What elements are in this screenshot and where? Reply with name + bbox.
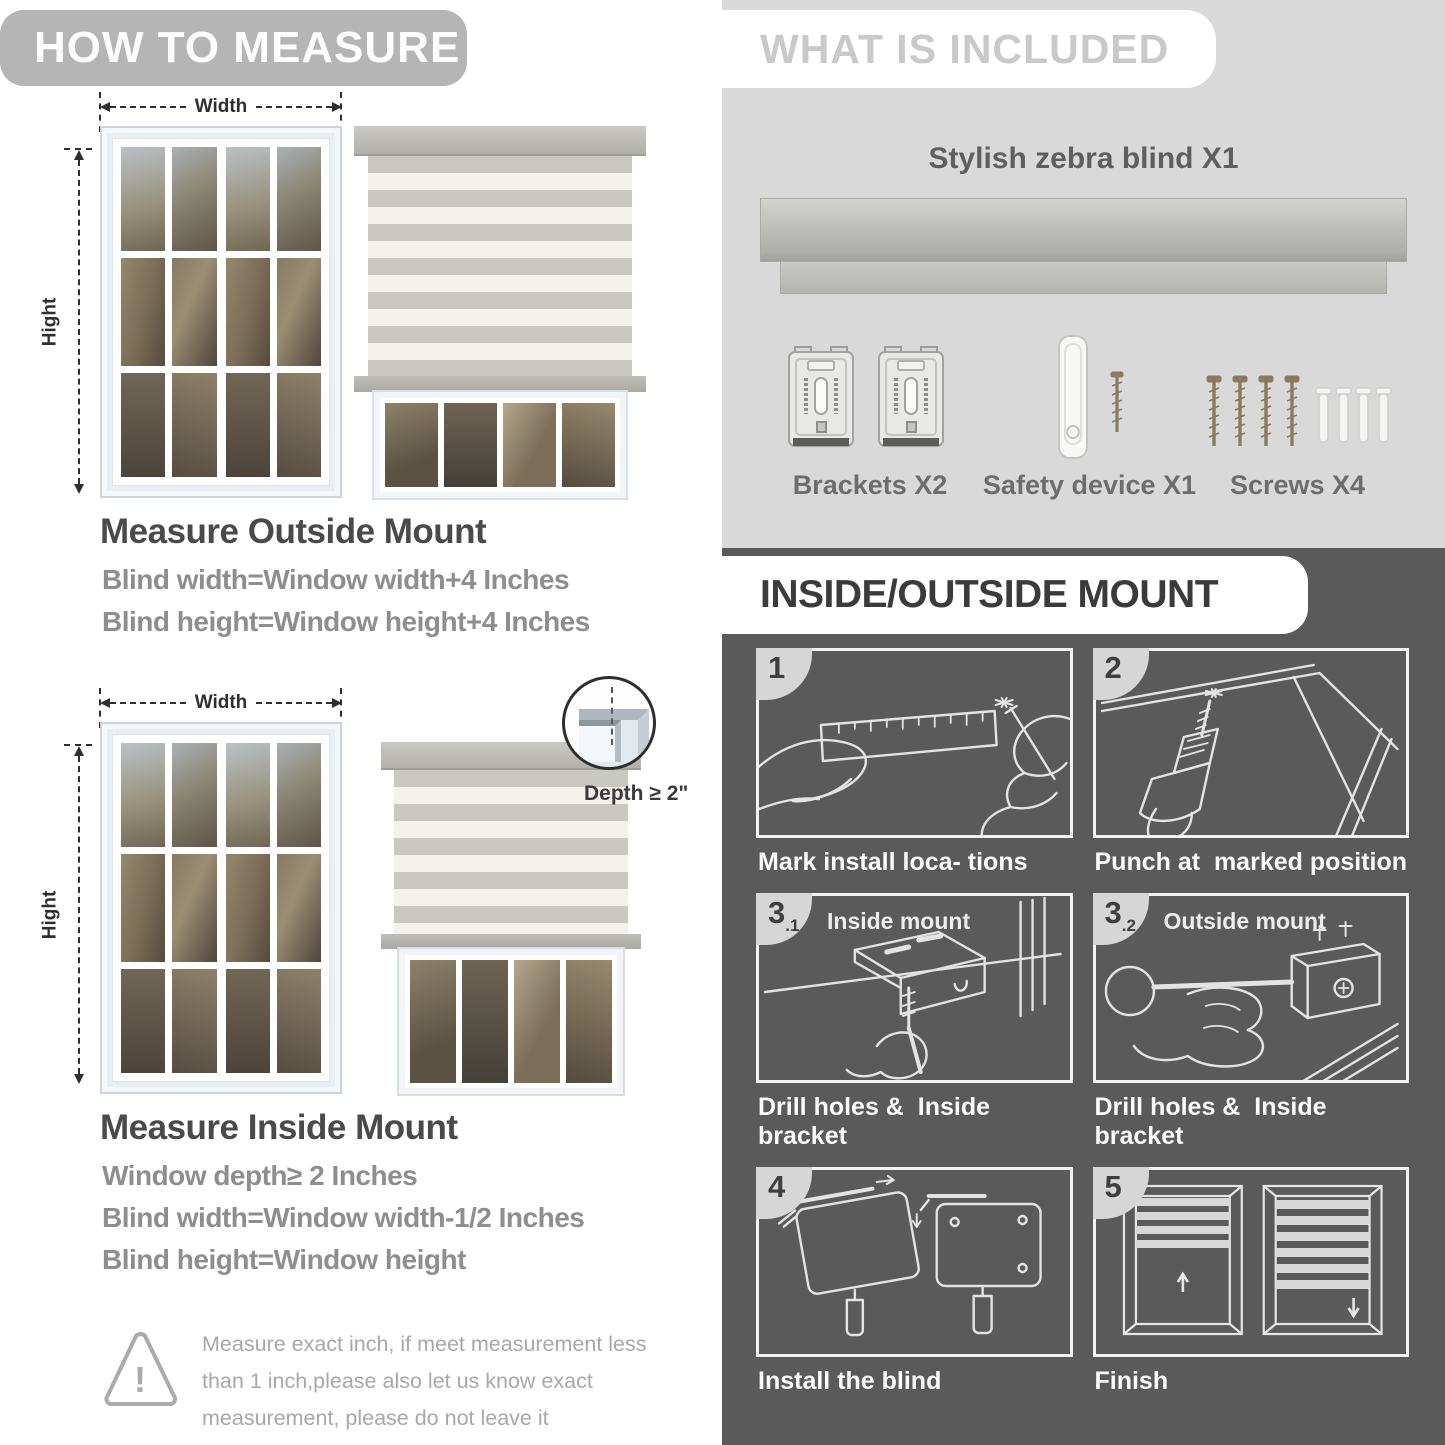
finish-illustration — [1096, 1170, 1407, 1354]
blind-headrail — [354, 126, 646, 156]
mount-steps — [756, 648, 1409, 1396]
hight-label: Hight — [39, 297, 61, 347]
mount-section — [722, 548, 1445, 1445]
step-caption: Install the blind — [758, 1367, 942, 1395]
included-items — [722, 332, 1445, 532]
safety-device-icon — [977, 332, 1202, 462]
product-title: Stylish zebra blind X1 — [928, 142, 1239, 175]
screws-label: Screws X4 — [1229, 470, 1366, 500]
screws-icon — [1200, 332, 1395, 462]
right-column — [722, 0, 1445, 1445]
included-item-screws — [1200, 332, 1395, 501]
inside-mount-heading: Measure Inside Mount — [100, 1108, 458, 1147]
step-4 — [756, 1167, 1073, 1396]
step-badge: 1 — [756, 648, 812, 700]
step-3-2 — [1093, 893, 1410, 1151]
height-measure-outside — [39, 150, 86, 494]
step-badge: 2 — [1093, 648, 1149, 700]
arrow-up-icon — [74, 746, 84, 756]
brackets-icon — [770, 332, 970, 462]
outside-mount-heading: Measure Outside Mount — [100, 512, 487, 551]
step-3-1 — [756, 893, 1073, 1151]
blind-bottomrail — [381, 934, 641, 949]
mount-title: INSIDE/OUTSIDE MOUNT — [760, 573, 1219, 616]
what-is-included-section — [722, 0, 1445, 548]
zebra-blind-illustration-outside — [358, 126, 642, 498]
how-to-measure-section — [0, 0, 722, 1445]
step-caption: Finish — [1094, 1367, 1169, 1395]
window-illustration-inside — [100, 722, 342, 1094]
hight-label: Hight — [39, 890, 61, 940]
how-to-measure-title: HOW TO MEASURE — [34, 23, 461, 72]
depth-dashed-line — [611, 687, 613, 745]
step-caption: Drill holes & Inside bracket — [758, 1093, 997, 1150]
blind-fabric — [368, 156, 632, 376]
step-caption: Mark install loca- tions — [758, 848, 1028, 876]
warning-triangle-icon — [100, 1326, 180, 1412]
step-2 — [1093, 648, 1410, 877]
arrow-left-icon — [100, 102, 110, 112]
drill-illustration — [1096, 651, 1407, 835]
included-item-brackets — [770, 332, 970, 501]
step-badge: 3 .1 — [756, 893, 812, 945]
mount-banner — [722, 556, 1308, 634]
window-illustration-outside — [100, 126, 342, 498]
step-panel-title: Outside mount — [1163, 908, 1326, 934]
window-under-blind — [399, 949, 623, 1094]
width-label: Width — [194, 692, 248, 713]
warning-text: Measure exact inch, if meet measurement less than 1 inch,please also let us know exact measurement, please do not leave it — [202, 1332, 647, 1430]
install-blind-illustration — [759, 1170, 1070, 1354]
step-badge: 5 — [1093, 1167, 1149, 1219]
measure-tick — [64, 148, 92, 150]
inside-mount-line: Window depth≥ 2 Inches — [102, 1160, 418, 1191]
outside-mount-line: Blind height=Window height+4 Inches — [102, 606, 590, 637]
what-is-included-title: WHAT IS INCLUDED — [760, 25, 1170, 72]
width-measure-inside — [100, 692, 342, 713]
inside-mount-line: Blind height=Window height — [102, 1244, 466, 1275]
depth-label: Depth ≥ 2" — [584, 782, 689, 805]
blind-bottomrail — [354, 376, 646, 392]
arrow-left-icon — [100, 698, 110, 708]
outside-mount-line: Blind width=Window width+4 Inches — [102, 564, 570, 595]
step-badge: 4 — [756, 1167, 812, 1219]
width-measure-outside — [100, 96, 342, 117]
arrow-up-icon — [74, 150, 84, 160]
step-1 — [756, 648, 1073, 877]
ruler-mark-illustration — [759, 651, 1070, 835]
step-caption: Drill holes & Inside bracket — [1094, 1093, 1334, 1150]
brackets-label: Brackets X2 — [792, 470, 948, 500]
width-label: Width — [194, 96, 248, 117]
depth-detail-circle — [562, 676, 656, 770]
step-caption: Punch at marked position — [1094, 848, 1408, 876]
how-to-measure-banner — [0, 10, 467, 86]
inside-mount-line: Blind width=Window width-1/2 Inches — [102, 1202, 585, 1233]
step-panel-title: Inside mount — [827, 908, 971, 934]
height-measure-inside — [39, 746, 86, 1084]
arrow-down-icon — [74, 1074, 84, 1084]
safety-device-label: Safety device X1 — [982, 470, 1197, 500]
included-item-safety-device — [977, 332, 1202, 501]
measurement-warning — [100, 1326, 660, 1437]
svg-text:!: ! — [134, 1359, 146, 1400]
headrail-image — [760, 198, 1407, 294]
window-under-blind — [374, 392, 626, 498]
measure-tick — [64, 744, 92, 746]
step-badge: 3 .2 — [1093, 893, 1149, 945]
step-5 — [1093, 1167, 1410, 1396]
arrow-down-icon — [74, 484, 84, 494]
window-corner-detail — [579, 709, 649, 770]
what-is-included-banner — [722, 10, 1216, 88]
